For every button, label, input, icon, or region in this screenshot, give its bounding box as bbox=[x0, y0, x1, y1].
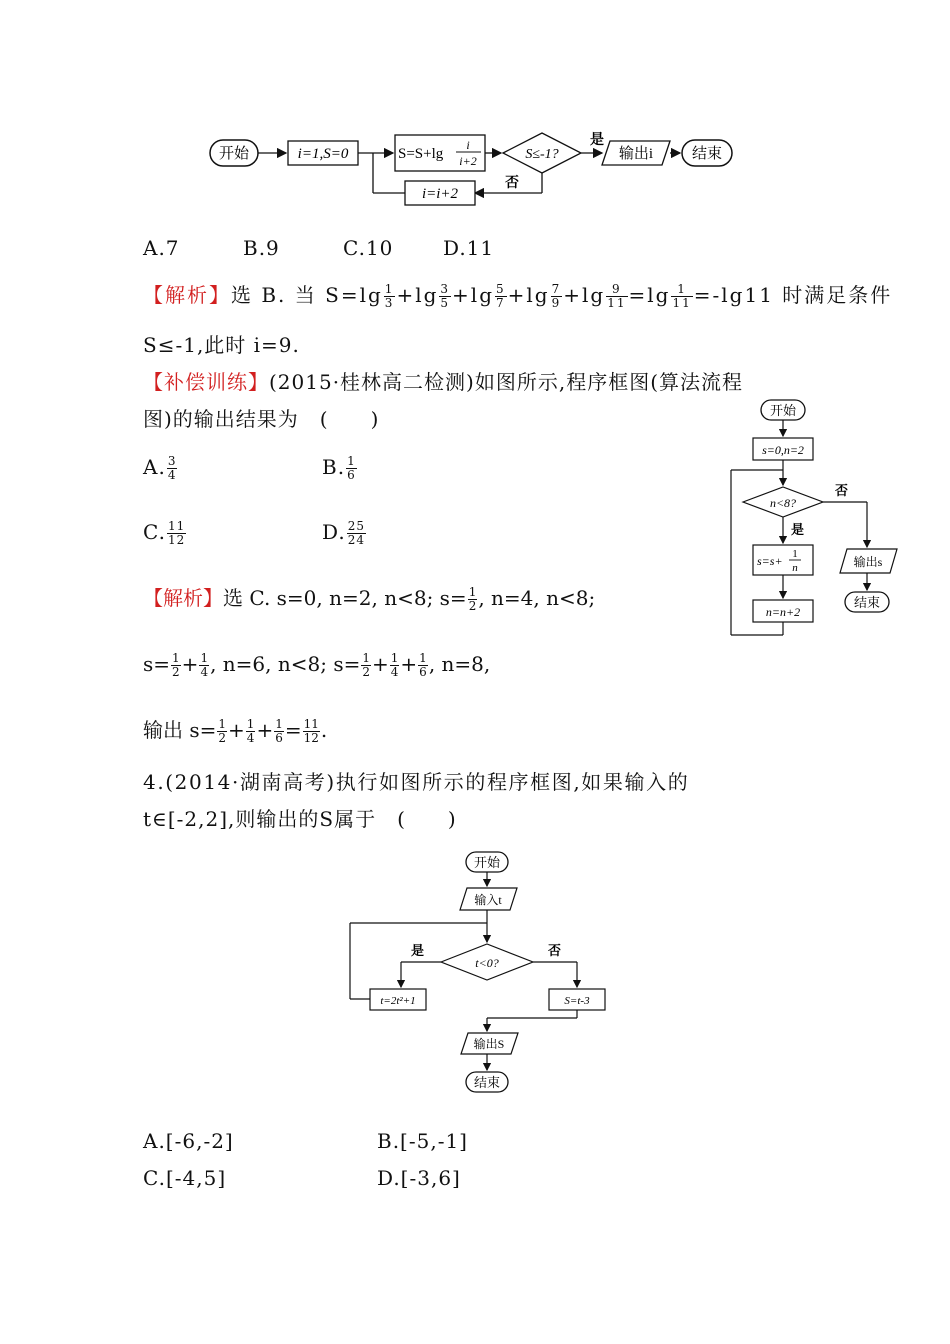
q3-answer-line-1 bbox=[143, 283, 892, 310]
q3-answer-tag: 【解析】 bbox=[143, 283, 231, 307]
fraction: $\frac{1}{4}$ bbox=[390, 651, 399, 679]
fraction: $\frac{1}{2}$ bbox=[362, 651, 370, 679]
bc-option-c: C. $\frac{11}{12}$ bbox=[143, 519, 186, 547]
bc-option-a: A. $\frac{3}{4}$ bbox=[143, 454, 177, 482]
fc3-left-label: t=2t²+1 bbox=[380, 995, 416, 1007]
fc2-cond-label: n<8? bbox=[769, 496, 797, 510]
q3-answer-plus: +lg bbox=[507, 283, 550, 307]
fc3-no-label: 否 bbox=[548, 943, 562, 958]
bc-title-line-2: 图)的输出结果为 ( ) bbox=[143, 407, 380, 431]
fraction: $\frac{1}{2}$ bbox=[172, 651, 180, 679]
fc3-end-label: 结束 bbox=[473, 1075, 501, 1090]
fraction: $\frac{1}{11}$ bbox=[672, 282, 692, 310]
bc-tag: 【补偿训练】 bbox=[143, 370, 269, 394]
q4-option-a: A.[-6,-2] bbox=[143, 1129, 234, 1153]
q3-answer-text-a: 选 B. 当 S=lg bbox=[231, 283, 383, 307]
fraction: $\frac{1}{2}$ bbox=[218, 717, 227, 745]
bc-title-text: (2015·桂林高二检测)如图所示,程序框图(算法流程 bbox=[269, 370, 744, 394]
fraction: $\frac{1}{3}$ bbox=[384, 282, 395, 310]
fc1-init-label: i=1,S=0 bbox=[297, 146, 349, 162]
bc-option-d: D. $\frac{25}{24}$ bbox=[322, 519, 365, 547]
fc3-output-label: 输出S bbox=[473, 1037, 505, 1051]
fraction: $\frac{1}{4}$ bbox=[200, 651, 209, 679]
fraction: $\frac{11}{12}$ bbox=[167, 519, 186, 547]
fraction: $\frac{25}{24}$ bbox=[347, 519, 365, 547]
fc1-update-num: i bbox=[466, 138, 470, 152]
fraction: $\frac{5}{7}$ bbox=[496, 282, 506, 310]
q3-answer-plus: +lg bbox=[452, 283, 495, 307]
fc2-init-label: s=0,n=2 bbox=[762, 443, 804, 457]
q3-option-b: B.9 bbox=[243, 236, 280, 260]
q3-answer-plus: +lg bbox=[396, 283, 439, 307]
fc3-start-label: 开始 bbox=[473, 855, 501, 870]
fc2-yes-label: 是 bbox=[791, 522, 805, 537]
q4-title-line-1: 4.(2014·湖南高考)执行如图所示的程序框图,如果输入的 bbox=[143, 770, 690, 794]
flowchart-1 bbox=[200, 125, 750, 210]
fraction: $\frac{1}{2}$ bbox=[468, 585, 477, 613]
fraction: $\frac{11}{12}$ bbox=[303, 717, 319, 745]
fc3-input-label: 输入t bbox=[474, 893, 502, 907]
fraction: $\frac{1}{6}$ bbox=[275, 717, 283, 745]
bc-answer-tag: 【解析】 bbox=[143, 586, 223, 610]
q4-option-d: D.[-3,6] bbox=[377, 1166, 461, 1190]
fraction: $\frac{3}{4}$ bbox=[167, 454, 177, 482]
fc2-start-label: 开始 bbox=[769, 403, 797, 418]
q3-option-a: A.7 bbox=[143, 236, 180, 260]
fc1-update-label: S=S+lg bbox=[398, 146, 444, 162]
q3-option-d: D.11 bbox=[443, 236, 495, 260]
bc-option-b: B. $\frac{1}{6}$ bbox=[322, 454, 356, 482]
fraction: $\frac{1}{6}$ bbox=[419, 651, 427, 679]
fc1-cond-label: S≤-1? bbox=[525, 147, 559, 162]
fc3-cond-label: t<0? bbox=[475, 956, 499, 970]
fc2-output-label: 输出s bbox=[853, 555, 883, 569]
fc1-output-label: 输出i bbox=[618, 146, 654, 162]
fc1-update-den: i+2 bbox=[459, 154, 477, 168]
bc-answer-line-2: s= $\frac{1}{2}$ + $\frac{1}{4}$ , n=6, n<8; s= $\frac{1}{2}$ + $\frac{1}{4}$ + $\frac{1}{6}$ , n=8, bbox=[143, 651, 491, 679]
fc1-yes-label: 是 bbox=[590, 133, 604, 148]
fc2-update-num: 1 bbox=[792, 548, 798, 560]
fraction: $\frac{3}{5}$ bbox=[440, 282, 451, 310]
bc-answer-line-1: 【解析】选 C. s=0, n=2, n<8; s= $\frac{1}{2}$ , n=4, n<8; bbox=[143, 585, 596, 613]
q4-title-line-2: t∈[-2,2],则输出的S属于 ( ) bbox=[143, 807, 457, 831]
fc2-incr-label: n=n+2 bbox=[765, 605, 801, 619]
fc2-update-den: n bbox=[792, 562, 798, 574]
fc2-update-label: s=s+ bbox=[757, 554, 783, 568]
fc3-yes-label: 是 bbox=[411, 943, 425, 958]
q3-answer-plus: +lg bbox=[563, 283, 606, 307]
fraction: $\frac{1}{6}$ bbox=[347, 454, 356, 482]
fraction: $\frac{7}{9}$ bbox=[551, 282, 562, 310]
fraction: $\frac{1}{4}$ bbox=[246, 717, 255, 745]
q3-option-c: C.10 bbox=[343, 236, 394, 260]
fc1-no-label: 否 bbox=[505, 176, 519, 191]
bc-answer-line-3: 输出 s= $\frac{1}{2}$ + $\frac{1}{4}$ + $\frac{1}{6}$ = $\frac{11}{12}$ . bbox=[143, 717, 328, 745]
fc3-right-label: S=t-3 bbox=[564, 995, 590, 1007]
q4-option-c: C.[-4,5] bbox=[143, 1166, 227, 1190]
fc2-no-label: 否 bbox=[835, 483, 849, 498]
fc1-end-label: 结束 bbox=[691, 146, 723, 162]
fraction: $\frac{9}{11}$ bbox=[607, 282, 627, 310]
flowchart-2 bbox=[725, 395, 910, 640]
q4-option-b: B.[-5,-1] bbox=[377, 1129, 468, 1153]
bc-title-line-1 bbox=[143, 370, 743, 394]
q3-answer-text-end: =-lg11 时满足条件 bbox=[693, 283, 893, 307]
fc1-incr-label: i=i+2 bbox=[421, 186, 459, 202]
fc1-start-label: 开始 bbox=[218, 146, 250, 162]
flowchart-3 bbox=[345, 848, 615, 1098]
q3-answer-line-2: S≤-1,此时 i=9. bbox=[143, 333, 300, 357]
q3-answer-eq-lg: =lg bbox=[628, 283, 671, 307]
fc2-end-label: 结束 bbox=[853, 595, 881, 610]
